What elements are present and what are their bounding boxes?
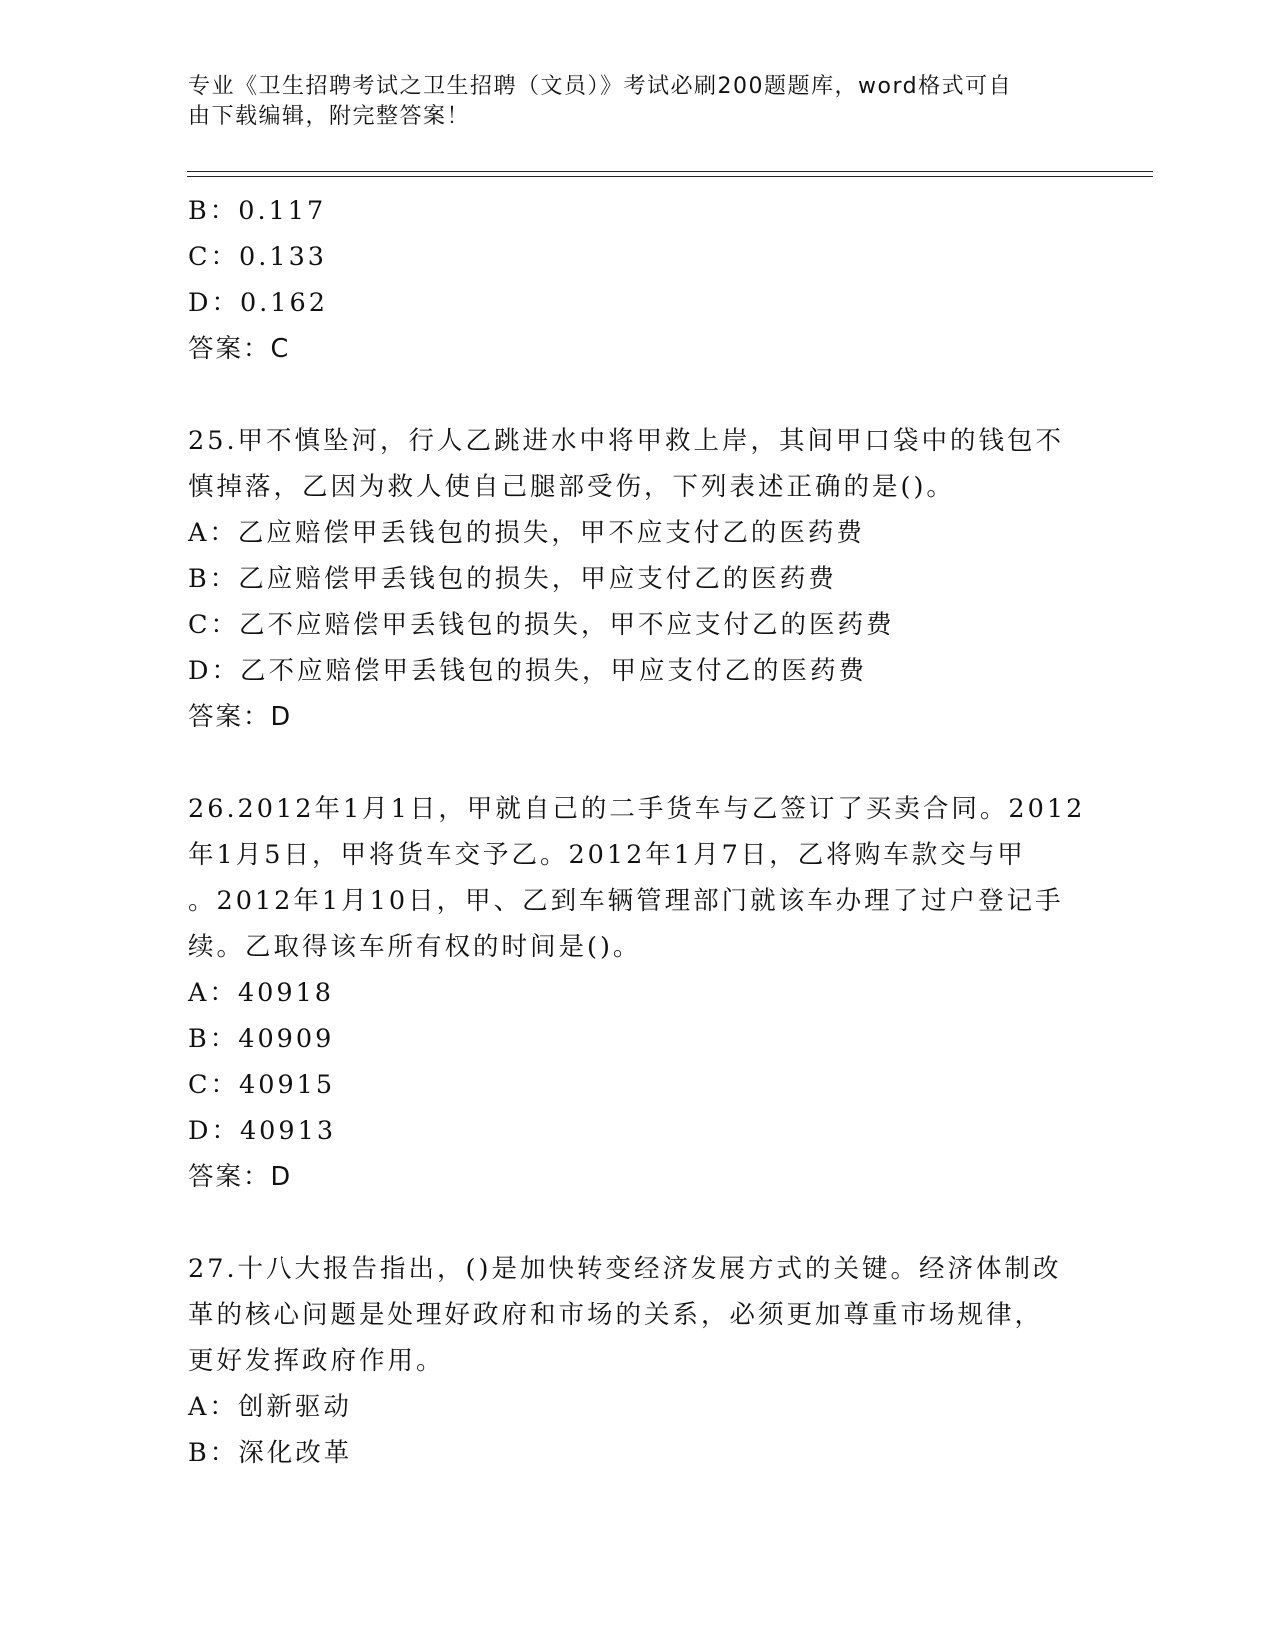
option-a: A：乙应赔偿甲丢钱包的损失，甲不应支付乙的医药费 (188, 518, 865, 548)
question-27 (188, 1246, 1088, 1476)
header-rule-top (187, 171, 1153, 172)
option-c: C：乙不应赔偿甲丢钱包的损失，甲不应支付乙的医药费 (188, 610, 895, 640)
question-stem-line: 25.甲不慎坠河，行人乙跳进水中将甲救上岸，其间甲口袋中的钱包不 (188, 426, 1065, 456)
question-25 (188, 418, 1088, 740)
option-b: B：深化改革 (188, 1438, 353, 1468)
option-d: D：40913 (188, 1116, 337, 1146)
question-stem-line: 。2012年1月10日，甲、乙到车辆管理部门就该车办理了过户登记手 (188, 886, 1064, 916)
option-a: A：创新驱动 (188, 1392, 352, 1422)
option-b: B：乙应赔偿甲丢钱包的损失，甲应支付乙的医药费 (188, 564, 837, 594)
header-line-1: 专业《卫生招聘考试之卫生招聘（文员）》考试必刷200题题库，word格式可自 (188, 74, 1013, 99)
question-stem-line: 革的核心问题是处理好政府和市场的关系，必须更加尊重市场规律， (188, 1300, 1044, 1330)
option-b: B：0.117 (188, 196, 327, 226)
option-d: D：乙不应赔偿甲丢钱包的损失，甲应支付乙的医药费 (188, 656, 867, 686)
header-line-2: 由下载编辑，附完整答案！ (188, 104, 471, 129)
option-c: C：40915 (188, 1070, 336, 1100)
option-b: B：40909 (188, 1024, 335, 1054)
answer-line: 答案：D (188, 1162, 293, 1192)
option-a: A：40918 (188, 978, 335, 1008)
question-stem-line: 27.十八大报告指出，()是加快转变经济发展方式的关键。经济体制改 (188, 1254, 1062, 1284)
question-24-tail (188, 188, 1088, 372)
option-c: C：0.133 (188, 242, 328, 272)
question-stem-line: 续。乙取得该车所有权的时间是()。 (188, 932, 642, 962)
question-list (188, 188, 1088, 1476)
question-stem-line: 年1月5日，甲将货车交予乙。2012年1月7日，乙将购车款交与甲 (188, 840, 1026, 870)
question-stem-line: 26.2012年1月1日，甲就自己的二手货车与乙签订了买卖合同。2012 (188, 794, 1086, 824)
question-stem-line: 更好发挥政府作用。 (188, 1346, 445, 1376)
document-header (188, 72, 1068, 132)
spacer (188, 1200, 1088, 1246)
answer-line: 答案：D (188, 702, 293, 732)
answer-line: 答案：C (188, 334, 291, 364)
question-26 (188, 786, 1088, 1200)
option-d: D：0.162 (188, 288, 328, 318)
spacer (188, 372, 1088, 418)
spacer (188, 740, 1088, 786)
question-stem-line: 慎掉落，乙因为救人使自己腿部受伤，下列表述正确的是()。 (188, 472, 955, 502)
header-rule-bottom (187, 176, 1153, 177)
